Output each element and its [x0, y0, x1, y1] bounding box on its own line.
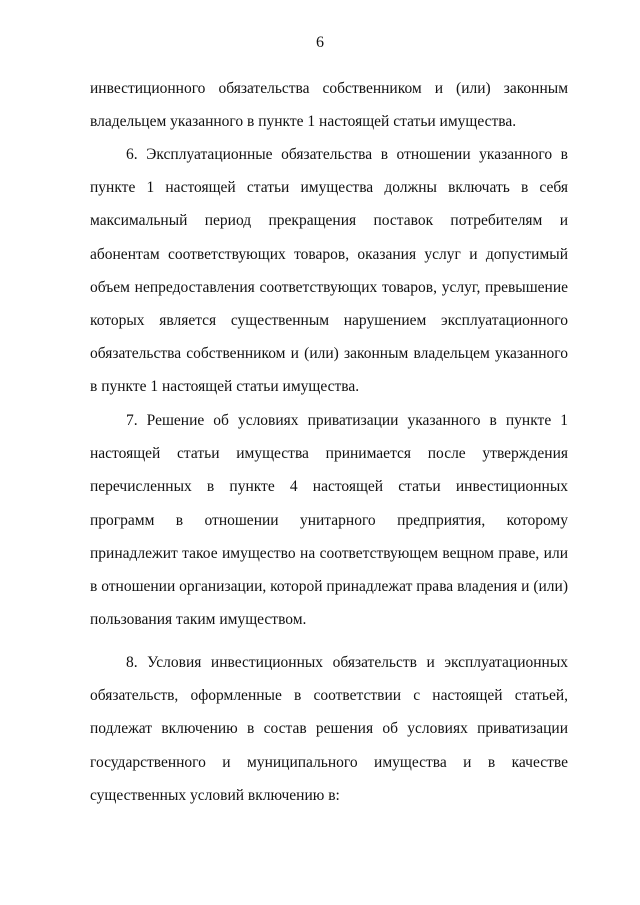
- paragraph-continuation: инвестиционного обязательства собственником и (или) законным владельцем указанного в пункте 1 настоящей статьи имущества.: [90, 80, 568, 131]
- page-number: 6: [316, 34, 324, 51]
- paragraph-item-7: 7. Решение об условиях приватизации указанного в пункте 1 настоящей статьи имущества принимается после утверждения перечисленных в пункте 4 настоящей статьи инвестиционных программ в отношении унитарного предприятия, которому принадлежит такое имущество на соответствующем вещном праве, или в отношении организации, которой принадлежат права владения и (или) пользования таким имуществом.: [90, 412, 568, 629]
- paragraph-item-6: 6. Эксплуатационные обязательства в отношении указанного в пункте 1 настоящей статьи имущества должны включать в себя максимальный период прекращения поставок потребителям и абонентам соответствующих товаров, оказания услуг и допустимый объем непредоставления соответствующих товаров, услуг, превышение которых является существенным нарушением эксплуатационного обязательства собственником и (или) законным владельцем указанного в пункте 1 настоящей статьи имущества.: [90, 146, 568, 396]
- paragraph-item-8: 8. Условия инвестиционных обязательств и эксплуатационных обязательств, оформленные в соответствии с настоящей статьей, подлежат включению в состав решения об условиях приватизации государственного и муниципального имущества и в качестве существенных условий включению в:: [90, 654, 568, 804]
